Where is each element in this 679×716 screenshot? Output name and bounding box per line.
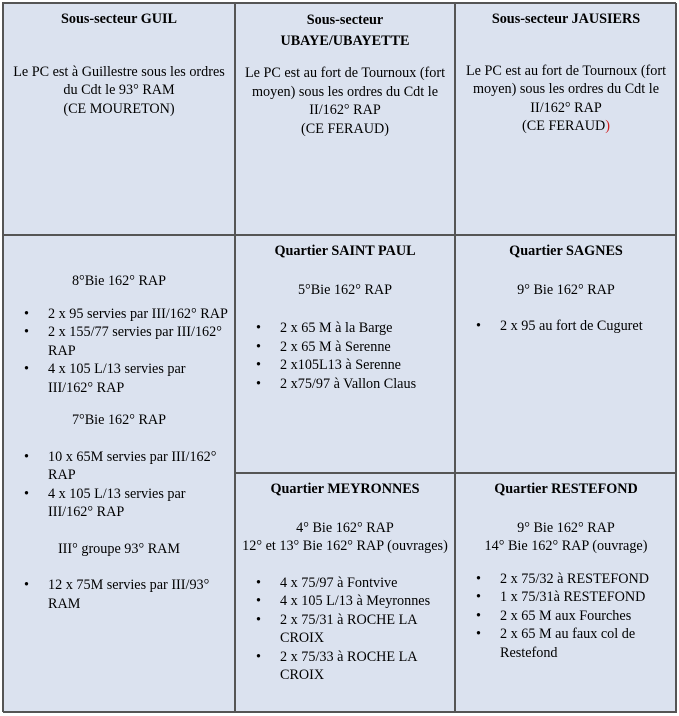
list-item: • 10 x 65M servies par III/162° RAP — [48, 448, 228, 485]
cell-sous-secteur-guil — [3, 3, 235, 235]
sector-pc-jausiers: Le PC est au fort de Tournoux (fort moyen) sous les ordres du Cdt le II/162° RAP (CE FERAUD) — [465, 62, 667, 134]
cell-quartier-restefond — [455, 473, 677, 713]
list-item: • 2 x 65 M à la Barge — [280, 319, 448, 338]
list-item: • 2 x 95 au fort de Cuguret — [500, 317, 670, 336]
list-item: • 4 x 75/97 à Fontvive — [280, 574, 448, 593]
cell-quartier-meyronnes — [235, 473, 455, 713]
weapons-list — [462, 570, 670, 663]
list-item: • 2 x 65 M à Serenne — [280, 338, 448, 357]
list-item: • 2 x 65 M aux Fourches — [500, 607, 670, 626]
cell-quartier-saint-paul — [235, 235, 455, 473]
list-item: • 2 x 75/31 à ROCHE LA CROIX — [280, 611, 448, 648]
sector-title-jausiers: Sous-secteur JAUSIERS — [491, 11, 641, 27]
list-item: • 2 x 95 servies par III/162° RAP — [48, 305, 228, 324]
battery-heading: 12° et 13° Bie 162° RAP (ouvrages) — [242, 538, 448, 554]
sector-pc-ubaye: Le PC est au fort de Tournoux (fort moyen) sous les ordres du Cdt le II/162° RAP (CE FERAUD) — [244, 65, 446, 137]
list-item: • 12 x 75M servies par III/93° RAM — [48, 576, 228, 613]
weapons-list — [10, 576, 228, 613]
list-item: • 2 x 75/33 à ROCHE LA CROIX — [280, 648, 448, 685]
list-item: • 2 x 75/32 à RESTEFOND — [500, 570, 670, 589]
quartier-title-saint-paul: Quartier SAINT PAUL — [274, 243, 416, 259]
battery-heading: 8°Bie 162° RAP — [71, 273, 167, 289]
battery-heading: 9° Bie 162° RAP — [517, 281, 615, 298]
battery-heading: 9° Bie 162° RAP — [517, 519, 615, 536]
cell-sous-secteur-jausiers — [455, 3, 677, 235]
list-item: • 2 x75/97 à Vallon Claus — [280, 375, 448, 394]
quartier-title-sagnes: Quartier SAGNES — [509, 243, 623, 259]
sector-ce-ubaye: (CE FERAUD) — [301, 120, 389, 137]
battery-heading: III° groupe 93° RAM — [57, 540, 181, 557]
weapons-list — [10, 305, 228, 398]
sector-pc-guil: Le PC est à Guillestre sous les ordres du Cdt le 93° RAM (CE MOURETON) — [13, 63, 225, 117]
weapons-list — [242, 574, 448, 685]
quartier-title-restefond: Quartier RESTEFOND — [494, 481, 638, 497]
cell-sous-secteur-ubaye — [235, 3, 455, 235]
list-item: • 4 x 105 L/13 à Meyronnes — [280, 592, 448, 611]
list-item: • 4 x 105 L/13 servies par III/162° RAP — [48, 485, 228, 522]
battery-heading: 5°Bie 162° RAP — [297, 281, 393, 298]
weapons-list — [242, 319, 448, 393]
list-item: • 2 x 155/77 servies par III/162° RAP — [48, 323, 228, 360]
cell-guil-batteries — [3, 235, 235, 713]
weapons-list — [10, 448, 228, 522]
sector-title-ubaye: Sous-secteur UBAYE/UBAYETTE — [280, 12, 410, 49]
battery-heading: 14° Bie 162° RAP (ouvrage) — [484, 538, 648, 554]
sector-ce-jausiers: (CE FERAUD) — [522, 118, 610, 134]
list-item: • 4 x 105 L/13 servies par III/162° RAP — [48, 360, 228, 397]
sector-title-guil: Sous-secteur GUIL — [60, 11, 177, 27]
list-item: • 1 x 75/31à RESTEFOND — [500, 588, 670, 607]
list-item: • 2 x 65 M au faux col de Restefond — [500, 625, 670, 662]
battery-heading: 4° Bie 162° RAP — [296, 519, 394, 536]
battery-heading: 7°Bie 162° RAP — [71, 412, 167, 428]
list-item: • 2 x105L13 à Serenne — [280, 356, 448, 375]
cell-quartier-sagnes — [455, 235, 677, 473]
sector-ce-guil: (CE MOURETON) — [63, 100, 175, 117]
quartier-title-meyronnes: Quartier MEYRONNES — [270, 481, 420, 497]
weapons-list — [462, 317, 670, 336]
deployment-table — [2, 2, 676, 712]
